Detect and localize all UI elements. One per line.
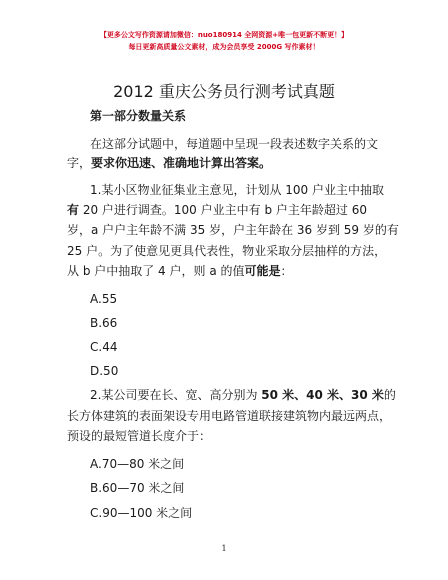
intro-line-1: 在这部分试题中，每道题中呈现一段表述数字关系的文 bbox=[90, 137, 379, 151]
promo-banner-line-2: 每日更新高质量公文素材，成为会员享受 2000G 写作素材！ bbox=[128, 43, 320, 51]
question-2-line-3: 预设的最短管道长度介于： bbox=[67, 429, 212, 443]
question-1-line-5-end: ： bbox=[280, 264, 293, 278]
question-1-line-5-bold: 可能是 bbox=[244, 264, 281, 278]
question-1-line-2 bbox=[67, 201, 367, 220]
question-2-line-2: 长方体建筑的表面架设专用电路管道联接建筑物内最远两点， bbox=[67, 409, 392, 423]
question-1-line-3: 岁，a 户户主年龄不满 35 岁，户主年龄在 36 岁到 59 岁的有 bbox=[67, 223, 399, 237]
question-1-line-4: 25 户。为了使意见更具代表性，物业采取分层抽样的方法， bbox=[67, 244, 387, 258]
question-1-option-a: A.55 bbox=[90, 292, 118, 306]
question-1-option-d: D.50 bbox=[90, 364, 119, 378]
section-heading: 第一部分数量关系 bbox=[90, 109, 187, 123]
question-1-line-5 bbox=[67, 262, 293, 281]
question-1-line-2-bold: 有 bbox=[67, 203, 80, 217]
promo-banner-line-1: 【更多公文写作资源请加微信：nuo180914 全网资源+唯一包更新不断更！】 bbox=[99, 31, 349, 39]
question-2-option-c: C.90—100 米之间 bbox=[90, 506, 193, 520]
question-1-line-1: 1.某小区物业征集业主意见，计划从 100 户业主中抽取 bbox=[90, 183, 384, 197]
intro-instruction: 要求你迅速、准确地计算出答案。 bbox=[91, 156, 272, 170]
question-2-option-a: A.70—80 米之间 bbox=[90, 457, 185, 471]
question-1-line-5-text: 从 b 户中抽取了 4 户，则 a 的值 bbox=[67, 264, 245, 278]
page-number: 1 bbox=[221, 544, 227, 553]
intro-line-2 bbox=[67, 154, 271, 173]
page-title: 2012 重庆公务员行测考试真题 bbox=[113, 82, 335, 101]
question-1-option-c: C.44 bbox=[90, 340, 118, 354]
question-2-line-1 bbox=[90, 386, 396, 405]
question-2-line-1-end: 的 bbox=[383, 388, 396, 402]
intro-line-2-text: 字， bbox=[67, 156, 92, 170]
question-1-option-b: B.66 bbox=[90, 316, 118, 330]
question-2-line-1-text: 2.某公司要在长、宽、高分别为 bbox=[90, 388, 262, 402]
question-2-option-b: B.60—70 米之间 bbox=[90, 481, 185, 495]
question-2-dimensions: 50 米、40 米、30 米 bbox=[261, 388, 384, 402]
question-1-line-2-text: 20 户进行调查。100 户业主中有 b 户主年龄超过 60 bbox=[79, 203, 367, 217]
